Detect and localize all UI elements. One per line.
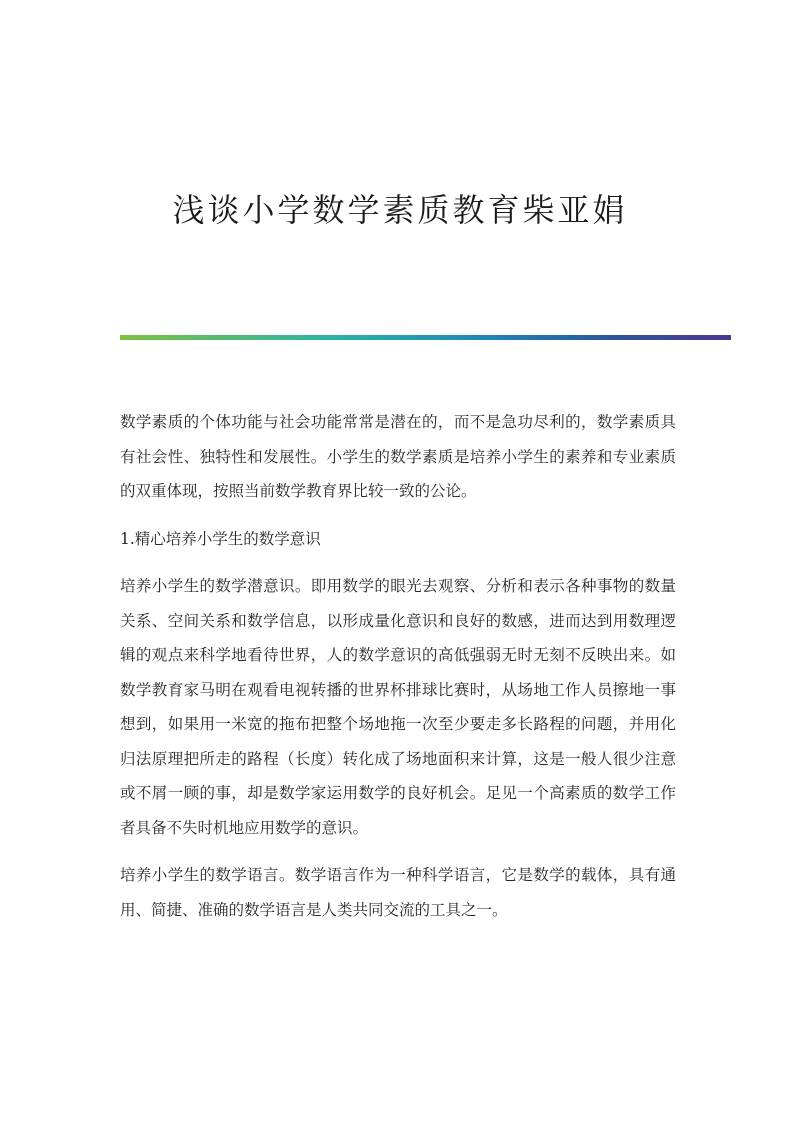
document-body [120, 405, 676, 940]
document-title: 浅谈小学数学素质教育柴亚娟 [172, 191, 628, 229]
paragraph-math-awareness: 培养小学生的数学潜意识。即用数学的眼光去观察、分析和表示各种事物的数量关系、空间关系和数学信息，以形成量化意识和良好的数感，进而达到用数理逻辑的观点来科学地看待世界，人的数学意识的高低强弱无时无刻不反映出来。如数学教育家马明在观看电视转播的世界杯排球比赛时，从场地工作人员擦地一事想到，如果用一米宽的拖布把整个场地拖一次至少要走多长路程的问题，并用化归法原理把所走的路程（长度）转化成了场地面积来计算，这是一般人很少注意或不屑一顾的事，却是数学家运用数学的良好机会。足见一个高素质的数学工作者具备不失时机地应用数学的意识。 [120, 577, 676, 837]
paragraph-intro: 数学素质的个体功能与社会功能常常是潜在的，而不是急功尽利的，数学素质具有社会性、独特性和发展性。小学生的数学素质是培养小学生的素养和专业素质的双重体现，按照当前数学教育界比较一致的公论。 [120, 413, 676, 500]
section-heading: 1.精心培养小学生的数学意识 [120, 529, 321, 548]
title-divider [120, 335, 731, 340]
paragraph-math-language: 培养小学生的数学语言。数学语言作为一种科学语言，它是数学的载体，具有通用、简捷、准确的数学语言是人类共同交流的工具之一。 [120, 866, 676, 919]
